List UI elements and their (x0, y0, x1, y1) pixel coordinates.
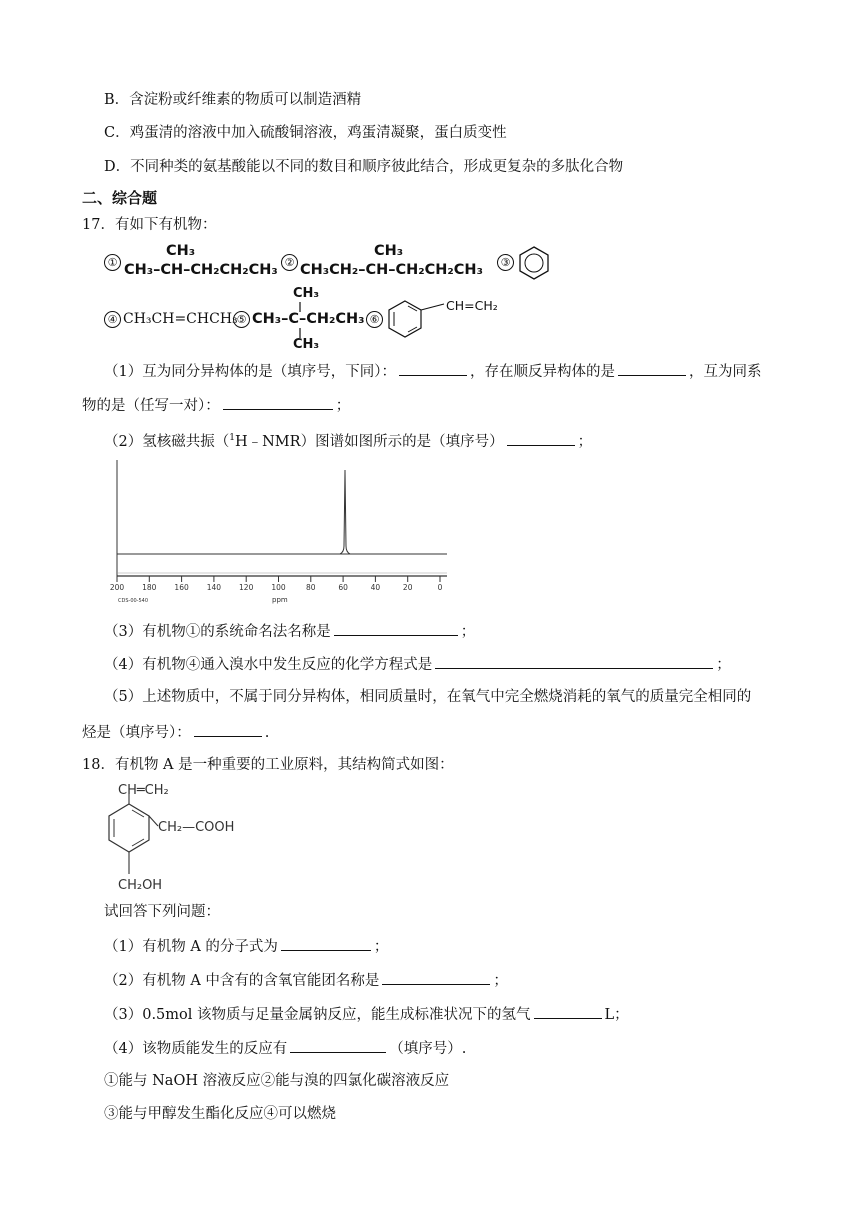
q17-p2-text-a: （2）氢核磁共振（ (104, 433, 230, 450)
q17-p4-end: ； (716, 657, 731, 673)
label-2-wrap (281, 254, 298, 271)
nmr-tick-label: 160 (174, 583, 189, 592)
structure-1-branch: CH₃ (166, 243, 196, 259)
nmr-unit: ppm (272, 596, 288, 604)
q18-part-1 (104, 935, 388, 957)
q17-p1-blank-1[interactable] (399, 360, 467, 376)
q18-part-3 (104, 1003, 629, 1025)
q17-p1-blank-2[interactable] (618, 360, 686, 376)
q17-part-1-line-1 (104, 360, 761, 382)
q17-p1-end: ； (335, 398, 351, 414)
q17-p1-text-a: （1）互为同分异构体的是（填序号，下同）： (104, 364, 396, 380)
q17-p5-text-b: 烃是（填序号）： (82, 725, 191, 741)
label-1: ① (104, 254, 121, 271)
q17-p3-blank[interactable] (334, 620, 458, 636)
q18-options-line-1: ①能与 NaOH 溶液反应②能与溴的四氯化碳溶液反应 (104, 1073, 450, 1089)
label-6-wrap (366, 311, 383, 328)
nmr-code: CDS-00-540 (118, 598, 149, 604)
option-d: D．不同种类的氨基酸能以不同的数目和顺序彼此结合，形成更复杂的多肽化合物 (104, 159, 624, 175)
q18-side-group: CH₂—COOH (158, 820, 235, 835)
q17-structure-row-1 (104, 254, 121, 271)
label-5: ⑤ (233, 311, 250, 328)
q18-top-group: CH═CH₂ (118, 783, 169, 798)
q17-p2-blank[interactable] (507, 430, 575, 446)
benzene-ring-6 (386, 298, 446, 340)
q17-part-5-line-2 (82, 721, 269, 743)
label-5-wrap (233, 311, 250, 328)
nmr-tick-label: 140 (206, 583, 222, 592)
nmr-tick-label: 200 (109, 583, 125, 592)
nmr-tick-label: 180 (142, 583, 157, 592)
q17-p3-end: ； (460, 624, 476, 640)
structure-5-bonds (297, 300, 303, 340)
q17-part-4 (104, 653, 731, 675)
q18-options-line-2: ③能与甲醇发生酯化反应④可以燃烧 (104, 1106, 336, 1122)
nmr-tick-label: 40 (370, 583, 381, 592)
q17-p1-text-b: ，存在顺反异构体的是 (469, 364, 615, 380)
structure-5-top: CH₃ (293, 286, 320, 301)
label-4-wrap (104, 311, 121, 328)
nmr-tick-label: 100 (271, 583, 286, 592)
q17-p4-blank[interactable] (435, 653, 713, 669)
q18-p4-blank[interactable] (290, 1037, 386, 1053)
q18-p2-blank[interactable] (382, 969, 490, 985)
q18-p1-text: （1）有机物 A 的分子式为 (104, 939, 278, 955)
q17-part-2 (104, 428, 592, 452)
q18-part-4 (104, 1037, 466, 1059)
structure-2-branch: CH₃ (374, 243, 404, 259)
q17-p1-blank-3[interactable] (223, 394, 333, 410)
nmr-tick-label: 120 (239, 583, 254, 592)
option-c: C．鸡蛋清的溶液中加入硫酸铜溶液，鸡蛋清凝聚，蛋白质变性 (104, 125, 507, 141)
structure-6-vinyl: CH=CH₂ (446, 298, 498, 313)
q17-part-3 (104, 620, 475, 642)
q17-p1-text-c: ，互为同系 (688, 364, 762, 380)
nmr-tick-label: 60 (338, 583, 348, 592)
q17-p3-text: （3）有机物①的系统命名法名称是 (104, 624, 331, 640)
q17-p1-text-d: 物的是（任写一对）： (82, 398, 220, 414)
q17-part-5-line-1: （5）上述物质中，不属于同分异构体，相同质量时，在氧气中完全燃烧消耗的氧气的质量完全相同的 (104, 689, 752, 705)
structure-5-main: CH₃–C–CH₂CH₃ (252, 311, 365, 327)
nmr-spectrum (104, 456, 450, 608)
q18-p1-end: ； (373, 939, 389, 955)
q18-p3-text: （3）0.5mol 该物质与足量金属钠反应，能生成标准状况下的氢气 (104, 1007, 531, 1023)
nmr-tick-label: 80 (306, 583, 316, 592)
q17-part-1-line-2 (82, 394, 350, 416)
q18-p4-end: （填序号）. (389, 1041, 467, 1057)
structure-2-main: CH₃CH₂–CH–CH₂CH₂CH₃ (300, 262, 483, 278)
q18-stem: 18．有机物 A 是一种重要的工业原料，其结构简式如图： (82, 757, 454, 773)
q18-p3-blank[interactable] (534, 1003, 602, 1019)
q17-stem: 17．有如下有机物： (82, 217, 217, 233)
section-title: 二、综合题 (82, 189, 158, 207)
q18-intro: 试回答下列问题： (104, 904, 220, 920)
q17-p5-blank[interactable] (194, 721, 262, 737)
label-4: ④ (104, 311, 121, 328)
q18-structure (96, 778, 276, 896)
q18-part-2 (104, 969, 508, 991)
structure-1-main: CH₃–CH–CH₂CH₂CH₃ (124, 262, 278, 278)
label-3-wrap (497, 254, 514, 271)
option-b: B．含淀粉或纤维素的物质可以制造酒精 (104, 92, 362, 108)
q17-p2-end: ； (577, 433, 593, 450)
nmr-tick-label: 20 (402, 583, 413, 592)
benzene-ring-3 (517, 244, 551, 282)
q17-p4-text: （4）有机物④通入溴水中发生反应的化学方程式是 (104, 657, 433, 673)
label-2: ② (281, 254, 298, 271)
label-3: ③ (497, 254, 514, 271)
q18-p3-end: L； (604, 1007, 629, 1023)
q18-p2-end: ； (493, 973, 508, 989)
structure-4: CH₃CH=CHCH₃ (123, 311, 238, 327)
q18-p4-text: （4）该物质能发生的反应有 (104, 1041, 288, 1057)
label-6: ⑥ (366, 311, 383, 328)
q17-p5-end: . (264, 725, 270, 741)
structure-5-bottom: CH₃ (293, 337, 320, 352)
nmr-tick-label: 0 (437, 583, 443, 592)
q17-p2-text-b: H﹣NMR）图谱如图所示的是（填序号） (234, 433, 504, 450)
q18-bottom-group: CH₂OH (118, 878, 163, 893)
q18-p1-blank[interactable] (281, 935, 371, 951)
q18-p2-text: （2）有机物 A 中含有的含氧官能团名称是 (104, 973, 380, 989)
q17-p2-sup: 1 (229, 433, 235, 443)
